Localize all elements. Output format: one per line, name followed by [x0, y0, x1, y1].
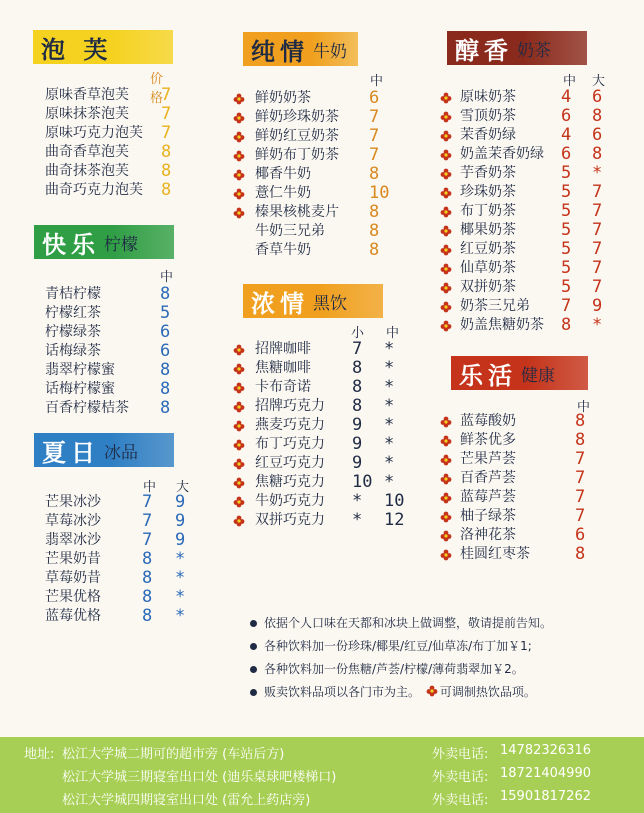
item-price: 9	[175, 511, 186, 531]
item-name: 草莓奶昔	[45, 570, 101, 586]
item-name: 燕麦巧克力	[255, 417, 325, 433]
item-price: 8	[592, 144, 603, 164]
chunxiang-col-m: 中	[563, 74, 577, 89]
item-price: 8	[142, 606, 153, 626]
bullet-icon	[250, 689, 257, 696]
flower-icon	[233, 244, 245, 256]
item-name: 芒果冰沙	[45, 494, 101, 510]
item-name: 青桔柠檬	[45, 286, 101, 302]
item-price: *	[352, 491, 363, 511]
item-name: 蓝莓酸奶	[460, 413, 516, 429]
item-name: 曲奇抹茶泡芙	[45, 163, 129, 179]
item-name: 鲜茶优多	[460, 432, 516, 448]
flower-icon	[440, 186, 452, 198]
item-price: *	[352, 510, 363, 530]
item-price: 8	[369, 240, 380, 260]
item-price: 8	[142, 549, 153, 569]
item-price: 8	[575, 411, 586, 431]
note-item: 各种饮料加一份焦糖/芦荟/柠檬/薄荷翡翠加￥2。	[248, 658, 552, 681]
item-price: 7	[592, 258, 603, 278]
item-price: 9	[175, 492, 186, 512]
item-price: 10	[352, 472, 373, 492]
flower-icon	[233, 149, 245, 161]
xiari-title: 夏日	[42, 438, 100, 467]
flower-icon	[233, 111, 245, 123]
lehuo-title: 乐活	[459, 361, 517, 390]
item-price: *	[592, 315, 603, 335]
item-name: 双拼巧克力	[255, 512, 325, 528]
flower-icon	[440, 453, 452, 465]
phone-label: 外卖电话:	[432, 747, 489, 762]
item-price: 4	[561, 87, 572, 107]
item-price: 9	[352, 415, 363, 435]
item-name: 曲奇巧克力泡芙	[45, 182, 143, 198]
item-name: 百香柠檬桔茶	[45, 400, 129, 416]
chunxiang-title: 醇香	[455, 36, 513, 65]
nongqing-col-s: 小	[351, 326, 365, 341]
paofu-price-label: 价格	[150, 72, 164, 106]
item-price: 7	[161, 123, 172, 143]
item-price: 5	[561, 239, 572, 259]
item-price: 5	[561, 201, 572, 221]
item-name: 焦糖巧克力	[255, 474, 325, 490]
kuaile-header	[34, 225, 174, 259]
flower-icon	[233, 495, 245, 507]
item-price: *	[175, 606, 186, 626]
nongqing-col-m: 中	[386, 326, 400, 341]
kuaile-col-m: 中	[160, 270, 174, 285]
flower-icon	[440, 300, 452, 312]
flower-icon	[440, 148, 452, 160]
item-name: 洛神花茶	[460, 527, 516, 543]
item-price: 5	[561, 220, 572, 240]
phone-number: 15901817262	[500, 789, 591, 804]
item-price: 9	[592, 296, 603, 316]
item-price: 7	[575, 506, 586, 526]
item-price: 8	[561, 315, 572, 335]
item-price: 8	[352, 358, 363, 378]
item-price: 8	[369, 202, 380, 222]
item-name: 鲜奶奶茶	[255, 90, 311, 106]
flower-icon	[233, 514, 245, 526]
chunqing-header	[243, 32, 358, 66]
item-price: 8	[352, 377, 363, 397]
item-name: 柚子绿茶	[460, 508, 516, 524]
item-name: 椰果奶茶	[460, 222, 516, 238]
lehuo-subtitle: 健康	[521, 365, 555, 386]
item-name: 牛奶巧克力	[255, 493, 325, 509]
item-name: 珍珠奶茶	[460, 184, 516, 200]
flower-icon	[440, 472, 452, 484]
item-name: 鲜奶布丁奶茶	[255, 147, 339, 163]
item-price: 9	[352, 453, 363, 473]
flower-icon	[233, 457, 245, 469]
chunqing-title: 纯情	[251, 37, 309, 66]
item-name: 椰香牛奶	[255, 166, 311, 182]
item-name: 柠檬红茶	[45, 305, 101, 321]
item-price: 6	[592, 125, 603, 145]
flower-icon	[440, 205, 452, 217]
item-price: 7	[369, 126, 380, 146]
item-price: 7	[161, 104, 172, 124]
item-price: 7	[592, 201, 603, 221]
phone-label: 外卖电话:	[432, 793, 489, 808]
lehuo-header	[451, 356, 588, 390]
item-price: 5	[561, 258, 572, 278]
item-price: 7	[161, 85, 172, 105]
item-price: 6	[575, 525, 586, 545]
address-line: 松江大学城四期寝室出口处 (雷允上药店旁)	[62, 793, 311, 808]
bullet-icon	[250, 643, 257, 650]
flower-icon	[440, 110, 452, 122]
item-name: 奶茶三兄弟	[460, 298, 530, 314]
flower-icon	[440, 224, 452, 236]
item-name: 蓝莓芦荟	[460, 489, 516, 505]
item-price: 7	[592, 182, 603, 202]
flower-icon	[440, 548, 452, 560]
item-price: 12	[384, 510, 405, 530]
footer	[0, 737, 644, 813]
item-name: 卡布奇诺	[255, 379, 311, 395]
item-name: 鲜奶珍珠奶茶	[255, 109, 339, 125]
item-name: 芒果奶昔	[45, 551, 101, 567]
item-price: 7	[352, 339, 363, 359]
item-price: 8	[592, 106, 603, 126]
flower-icon	[440, 491, 452, 503]
item-price: 7	[142, 530, 153, 550]
item-price: 7	[369, 107, 380, 127]
item-price: 6	[561, 106, 572, 126]
item-price: *	[384, 396, 395, 416]
flower-icon	[440, 262, 452, 274]
notes	[248, 612, 552, 704]
item-price: *	[175, 549, 186, 569]
item-name: 布丁巧克力	[255, 436, 325, 452]
item-price: 10	[369, 183, 390, 203]
item-price: 7	[369, 145, 380, 165]
item-price: 8	[142, 587, 153, 607]
item-price: *	[175, 568, 186, 588]
item-name: 原味奶茶	[460, 89, 516, 105]
chunqing-subtitle: 牛奶	[313, 41, 347, 62]
flower-icon	[440, 434, 452, 446]
item-name: 话梅柠檬蜜	[45, 381, 115, 397]
flower-icon	[440, 281, 452, 293]
flower-icon	[440, 319, 452, 331]
flower-icon	[233, 381, 245, 393]
item-name: 话梅绿茶	[45, 343, 101, 359]
item-price: 8	[161, 180, 172, 200]
item-price: 6	[592, 87, 603, 107]
item-name: 蓝莓优格	[45, 608, 101, 624]
item-price: 7	[575, 468, 586, 488]
bullet-icon	[250, 620, 257, 627]
paofu-title: 泡 芙	[41, 35, 113, 64]
item-price: 5	[561, 277, 572, 297]
item-name: 薏仁牛奶	[255, 185, 311, 201]
item-price: 7	[592, 277, 603, 297]
paofu-header	[33, 30, 173, 64]
item-price: 8	[160, 398, 171, 418]
item-price: *	[384, 339, 395, 359]
item-price: 7	[561, 296, 572, 316]
nongqing-title: 浓情	[251, 289, 309, 318]
item-name: 招牌咖啡	[255, 341, 311, 357]
item-name: 芋香奶茶	[460, 165, 516, 181]
flower-icon	[233, 168, 245, 180]
item-name: 翡翠冰沙	[45, 532, 101, 548]
phone-number: 18721404990	[500, 766, 591, 781]
flower-icon	[233, 130, 245, 142]
item-name: 翡翠柠檬蜜	[45, 362, 115, 378]
chunxiang-subtitle: 奶茶	[517, 40, 551, 61]
item-price: 8	[369, 164, 380, 184]
item-price: 6	[369, 88, 380, 108]
item-price: *	[592, 163, 603, 183]
item-price: 7	[592, 220, 603, 240]
flower-icon	[233, 187, 245, 199]
item-price: 6	[160, 322, 171, 342]
chunxiang-header	[447, 31, 587, 65]
nongqing-subtitle: 黑饮	[313, 293, 347, 314]
item-price: *	[175, 587, 186, 607]
flower-icon	[440, 91, 452, 103]
item-name: 桂圆红枣茶	[460, 546, 530, 562]
chunqing-col-m: 中	[370, 74, 384, 89]
item-name: 招牌巧克力	[255, 398, 325, 414]
item-name: 奶盖焦糖奶茶	[460, 317, 544, 333]
phone-label: 外卖电话:	[432, 770, 489, 785]
phone-number: 14782326316	[500, 743, 591, 758]
lehuo-col-m: 中	[577, 400, 591, 415]
item-price: 5	[160, 303, 171, 323]
item-name: 芒果芦荟	[460, 451, 516, 467]
item-name: 布丁奶茶	[460, 203, 516, 219]
chunxiang-col-l: 大	[592, 74, 606, 89]
item-name: 牛奶三兄弟	[255, 223, 325, 239]
address-line: 松江大学城二期可的超市旁 (车站后方)	[62, 747, 285, 762]
item-price: 8	[575, 430, 586, 450]
item-name: 原味香草泡芙	[45, 87, 129, 103]
item-price: 8	[352, 396, 363, 416]
xiari-subtitle: 冰品	[104, 442, 138, 463]
bullet-icon	[250, 666, 257, 673]
item-price: 8	[161, 142, 172, 162]
item-price: 7	[575, 449, 586, 469]
item-price: 8	[160, 284, 171, 304]
flower-icon	[440, 415, 452, 427]
xiari-col-l: 大	[176, 480, 190, 495]
item-price: 6	[561, 144, 572, 164]
flower-icon	[440, 243, 452, 255]
flower-icon	[233, 92, 245, 104]
item-name: 柠檬绿茶	[45, 324, 101, 340]
item-price: 8	[575, 544, 586, 564]
item-name: 百香芦荟	[460, 470, 516, 486]
flower-icon	[440, 529, 452, 541]
flower-icon	[440, 510, 452, 522]
kuaile-subtitle: 柠檬	[104, 234, 138, 255]
item-price: 5	[561, 163, 572, 183]
flower-icon	[426, 685, 438, 697]
item-name: 榛果核桃麦片	[255, 204, 339, 220]
item-name: 红豆巧克力	[255, 455, 325, 471]
item-name: 香草牛奶	[255, 242, 311, 258]
item-price: 7	[592, 239, 603, 259]
address-line: 松江大学城三期寝室出口处 (迪乐桌球吧楼梯口)	[62, 770, 337, 785]
item-price: *	[384, 453, 395, 473]
item-name: 曲奇香草泡芙	[45, 144, 129, 160]
item-name: 鲜奶红豆奶茶	[255, 128, 339, 144]
flower-icon	[233, 225, 245, 237]
item-price: *	[384, 377, 395, 397]
flower-icon	[233, 400, 245, 412]
item-name: 芒果优格	[45, 589, 101, 605]
item-name: 双拼奶茶	[460, 279, 516, 295]
item-price: *	[384, 434, 395, 454]
item-price: 7	[142, 511, 153, 531]
item-price: 4	[561, 125, 572, 145]
item-price: 5	[561, 182, 572, 202]
item-price: 8	[161, 161, 172, 181]
nongqing-header	[243, 284, 383, 318]
item-price: 9	[352, 434, 363, 454]
flower-icon	[233, 419, 245, 431]
note-item: 依据个人口味在天都和冰块上做调整，敬请提前告知。	[248, 612, 552, 635]
item-name: 茉香奶绿	[460, 127, 516, 143]
item-name: 红豆奶茶	[460, 241, 516, 257]
item-price: 8	[160, 379, 171, 399]
item-price: 6	[160, 341, 171, 361]
item-name: 仙草奶茶	[460, 260, 516, 276]
xiari-header	[34, 433, 174, 467]
kuaile-title: 快乐	[42, 230, 100, 259]
item-price: 9	[175, 530, 186, 550]
item-name: 原味巧克力泡芙	[45, 125, 143, 141]
item-price: *	[384, 472, 395, 492]
item-price: 8	[369, 221, 380, 241]
note-item: 各种饮料加一份珍珠/椰果/红豆/仙草冻/布丁加￥1;	[248, 635, 552, 658]
flower-icon	[233, 343, 245, 355]
flower-icon	[233, 206, 245, 218]
xiari-col-m: 中	[143, 480, 157, 495]
flower-icon	[233, 476, 245, 488]
flower-icon	[233, 438, 245, 450]
item-price: 7	[142, 492, 153, 512]
flower-icon	[440, 129, 452, 141]
flower-icon	[233, 362, 245, 374]
note-item: 贩卖饮料品项以各门市为主。 可调制热饮品项。	[248, 681, 552, 704]
item-price: 7	[575, 487, 586, 507]
item-name: 草莓冰沙	[45, 513, 101, 529]
item-price: *	[384, 358, 395, 378]
flower-icon	[440, 167, 452, 179]
item-name: 原味抹茶泡芙	[45, 106, 129, 122]
item-price: 8	[142, 568, 153, 588]
item-price: 10	[384, 491, 405, 511]
item-name: 奶盖茉香奶绿	[460, 146, 544, 162]
address-label: 地址:	[24, 747, 55, 762]
item-price: *	[384, 415, 395, 435]
item-price: 8	[160, 360, 171, 380]
item-name: 雪顶奶茶	[460, 108, 516, 124]
item-name: 焦糖咖啡	[255, 360, 311, 376]
